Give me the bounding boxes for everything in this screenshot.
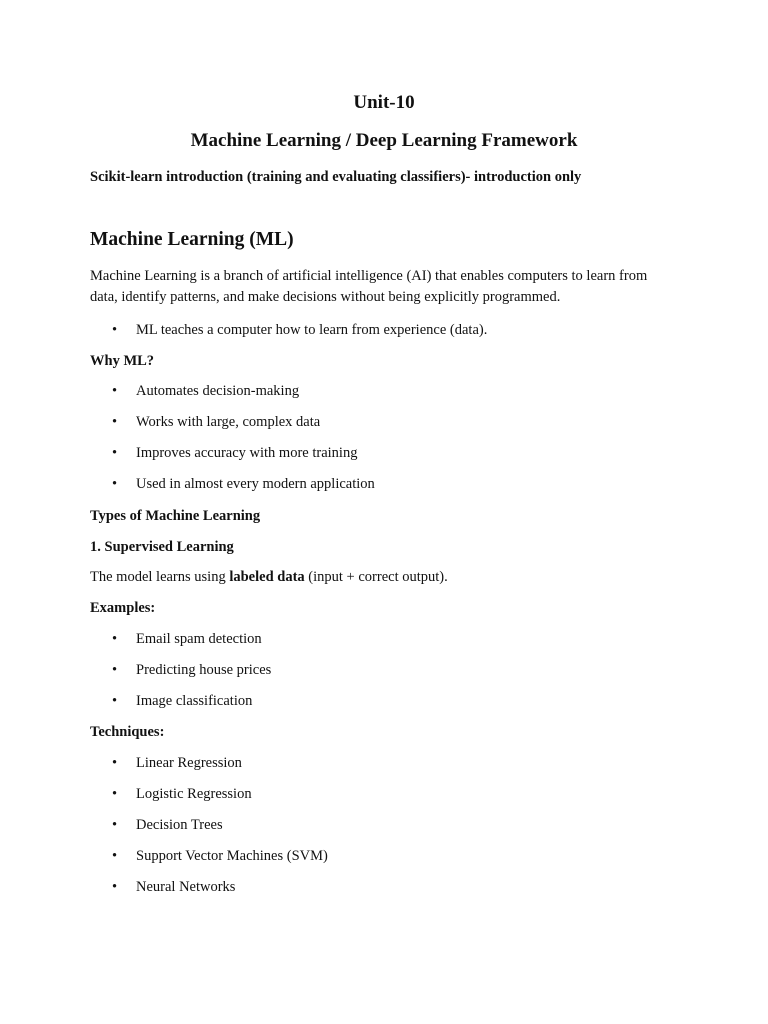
bullet-icon: • <box>112 786 118 802</box>
supervised-learning-label: 1. Supervised Learning <box>90 539 234 555</box>
list-item-text: Image classification <box>136 693 253 709</box>
list-item <box>112 476 375 493</box>
list-item-text: Logistic Regression <box>136 786 252 802</box>
list-item <box>112 693 252 710</box>
bullet-icon: • <box>112 848 118 864</box>
bullet-icon: • <box>112 879 118 895</box>
list-item-text: Email spam detection <box>136 631 262 647</box>
list-item <box>112 786 252 803</box>
ml-intro-paragraph <box>90 266 700 308</box>
supervised-text-before: The model learns using <box>90 569 230 585</box>
techniques-label: Techniques: <box>90 724 165 740</box>
list-item <box>112 322 487 339</box>
bullet-icon: • <box>112 631 118 647</box>
why-ml-label: Why ML? <box>90 353 155 369</box>
bullet-icon: • <box>112 322 118 338</box>
list-item <box>112 383 299 400</box>
list-item-text: Linear Regression <box>136 755 242 771</box>
list-item <box>112 817 223 834</box>
list-item <box>112 662 271 679</box>
list-item-text: Decision Trees <box>136 817 223 833</box>
list-item-text: Automates decision-making <box>136 383 300 399</box>
ml-section-heading: Machine Learning (ML) <box>90 229 294 250</box>
supervised-text-bold: labeled data <box>229 569 305 585</box>
list-item <box>112 848 328 865</box>
list-item <box>112 414 320 431</box>
types-of-ml-label: Types of Machine Learning <box>90 508 261 524</box>
unit-title: Unit-10 <box>353 92 415 113</box>
list-item <box>112 755 242 772</box>
ml-intro-line-2: data, identify patterns, and make decisions without being explicitly programmed. <box>90 289 561 305</box>
list-item-text: Improves accuracy with more training <box>136 445 358 461</box>
document-title: Machine Learning / Deep Learning Framework <box>190 130 578 151</box>
bullet-icon: • <box>112 817 118 833</box>
supervised-text-after: (input + correct output). <box>304 569 448 585</box>
list-item-text: Works with large, complex data <box>136 414 321 430</box>
list-item-text: ML teaches a computer how to learn from experience (data). <box>136 322 488 338</box>
list-item-text: Predicting house prices <box>136 662 272 678</box>
bullet-icon: • <box>112 755 118 771</box>
bullet-icon: • <box>112 662 118 678</box>
ml-intro-line-1: Machine Learning is a branch of artificial intelligence (AI) that enables computers to learn from <box>90 268 648 284</box>
list-item <box>112 445 357 462</box>
list-item <box>112 879 235 896</box>
bullet-icon: • <box>112 414 118 430</box>
supervised-description <box>90 569 448 586</box>
document-subtitle: Scikit-learn introduction (training and evaluating classifiers)- introduction only <box>90 169 582 185</box>
examples-label: Examples: <box>90 600 156 616</box>
list-item <box>112 631 262 648</box>
list-item-text: Used in almost every modern application <box>136 476 375 492</box>
bullet-icon: • <box>112 476 118 492</box>
bullet-icon: • <box>112 445 118 461</box>
bullet-icon: • <box>112 383 118 399</box>
list-item-text: Support Vector Machines (SVM) <box>136 848 328 864</box>
list-item-text: Neural Networks <box>136 879 236 895</box>
bullet-icon: • <box>112 693 118 709</box>
